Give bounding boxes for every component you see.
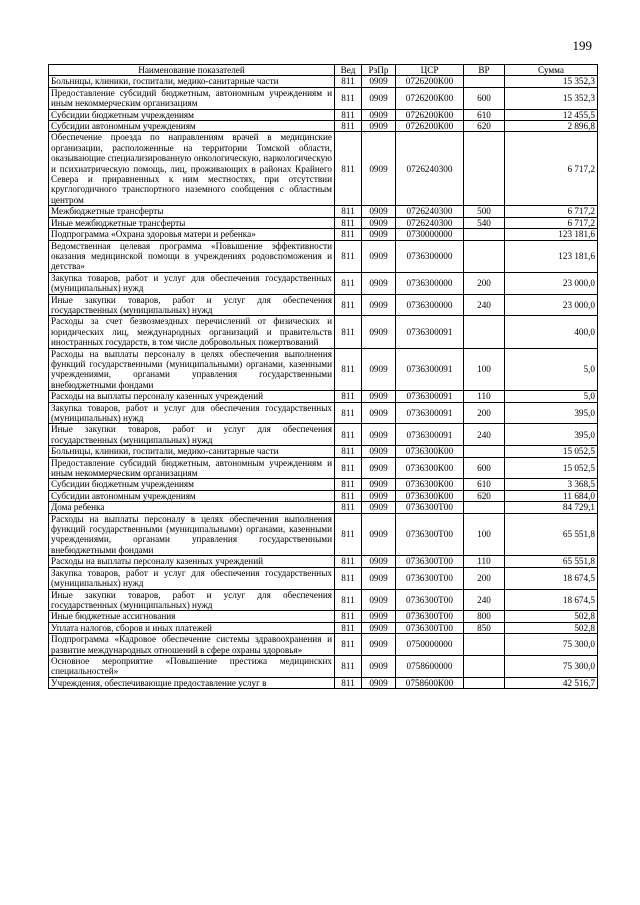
row-name: Больницы, клиники, госпитали, медико-санитарные части xyxy=(49,446,335,457)
row-sum: 12 455,5 xyxy=(505,109,598,120)
table-row xyxy=(49,490,598,501)
row-vr: 540 xyxy=(464,217,505,228)
row-rzpr: 0909 xyxy=(362,240,396,272)
table-row xyxy=(49,502,598,513)
row-rzpr: 0909 xyxy=(362,206,396,217)
table-row xyxy=(49,348,598,391)
row-sum: 2 896,8 xyxy=(505,121,598,132)
row-ved: 811 xyxy=(335,424,362,446)
row-ved: 811 xyxy=(335,589,362,611)
row-vr: 110 xyxy=(464,556,505,567)
row-sum: 75 300,0 xyxy=(505,634,598,656)
table-row xyxy=(49,634,598,656)
row-ved: 811 xyxy=(335,634,362,656)
row-csr: 0736300000 xyxy=(396,272,464,294)
row-sum: 65 551,8 xyxy=(505,556,598,567)
row-csr: 0736300К00 xyxy=(396,479,464,490)
row-csr: 0736300091 xyxy=(396,348,464,391)
table-row xyxy=(49,567,598,589)
row-name: Ведомственная целевая программа «Повышение эффективности оказания медицинской помощи в учреждениях родовспоможения и детства» xyxy=(49,240,335,272)
row-sum: 15 052,5 xyxy=(505,446,598,457)
row-name: Подпрограмма «Кадровое обеспечение системы здравоохранения и развитие международных отношений в сфере охраны здоровья» xyxy=(49,634,335,656)
row-sum: 5,0 xyxy=(505,348,598,391)
row-name: Уплата налогов, сборов и иных платежей xyxy=(49,622,335,633)
row-sum: 502,8 xyxy=(505,611,598,622)
row-name: Иные бюджетные ассигнования xyxy=(49,611,335,622)
row-vr: 110 xyxy=(464,391,505,402)
row-vr: 100 xyxy=(464,348,505,391)
row-name: Закупка товаров, работ и услуг для обеспечения государственных (муниципальных) нужд xyxy=(49,402,335,424)
row-sum: 84 729,1 xyxy=(505,502,598,513)
header-ved: Вед xyxy=(335,65,362,76)
row-sum: 65 551,8 xyxy=(505,513,598,556)
row-ved: 811 xyxy=(335,490,362,501)
row-sum: 6 717,2 xyxy=(505,206,598,217)
page-number: 199 xyxy=(572,38,592,53)
row-rzpr: 0909 xyxy=(362,446,396,457)
row-csr: 0726200К00 xyxy=(396,87,464,109)
row-name: Субсидии бюджетным учреждениям xyxy=(49,109,335,120)
row-sum: 123 181,6 xyxy=(505,229,598,240)
table-row xyxy=(49,391,598,402)
row-name: Закупка товаров, работ и услуг для обеспечения государственных (муниципальных) нужд xyxy=(49,272,335,294)
row-name: Субсидии автономным учреждениям xyxy=(49,490,335,501)
row-csr: 0736300Т00 xyxy=(396,589,464,611)
header-name: Наименование показателей xyxy=(49,65,335,76)
row-rzpr: 0909 xyxy=(362,513,396,556)
table-row xyxy=(49,206,598,217)
row-ved: 811 xyxy=(335,87,362,109)
row-sum: 15 352,3 xyxy=(505,76,598,87)
row-rzpr: 0909 xyxy=(362,229,396,240)
row-csr: 0750000000 xyxy=(396,634,464,656)
row-ved: 811 xyxy=(335,655,362,677)
row-csr: 0726200К00 xyxy=(396,109,464,120)
row-rzpr: 0909 xyxy=(362,424,396,446)
row-rzpr: 0909 xyxy=(362,622,396,633)
table-row xyxy=(49,76,598,87)
row-vr: 240 xyxy=(464,294,505,316)
row-sum: 6 717,2 xyxy=(505,217,598,228)
row-vr: 620 xyxy=(464,490,505,501)
row-ved: 811 xyxy=(335,446,362,457)
row-ved: 811 xyxy=(335,217,362,228)
row-name: Подпрограмма «Охрана здоровья матери и ребенка» xyxy=(49,229,335,240)
row-sum: 42 516,7 xyxy=(505,677,598,688)
table-row xyxy=(49,402,598,424)
header-rzpr: РзПр xyxy=(362,65,396,76)
row-vr xyxy=(464,132,505,206)
header-vr: ВР xyxy=(464,65,505,76)
row-name: Расходы на выплаты персоналу казенных учреждений xyxy=(49,391,335,402)
row-csr: 0726240300 xyxy=(396,206,464,217)
row-ved: 811 xyxy=(335,677,362,688)
row-vr: 200 xyxy=(464,567,505,589)
row-rzpr: 0909 xyxy=(362,502,396,513)
row-name: Межбюджетные трансферты xyxy=(49,206,335,217)
row-vr: 200 xyxy=(464,272,505,294)
row-rzpr: 0909 xyxy=(362,87,396,109)
row-ved: 811 xyxy=(335,229,362,240)
row-vr xyxy=(464,446,505,457)
row-rzpr: 0909 xyxy=(362,567,396,589)
row-rzpr: 0909 xyxy=(362,121,396,132)
row-rzpr: 0909 xyxy=(362,611,396,622)
row-sum: 5,0 xyxy=(505,391,598,402)
row-csr: 0736300000 xyxy=(396,240,464,272)
row-name: Расходы на выплаты персоналу казенных учреждений xyxy=(49,556,335,567)
row-csr: 0736300Т00 xyxy=(396,513,464,556)
row-sum: 11 684,0 xyxy=(505,490,598,501)
row-vr: 200 xyxy=(464,402,505,424)
row-rzpr: 0909 xyxy=(362,655,396,677)
row-csr: 0736300091 xyxy=(396,424,464,446)
row-name: Иные межбюджетные трансферты xyxy=(49,217,335,228)
row-csr: 0726240300 xyxy=(396,217,464,228)
row-csr: 0758600000 xyxy=(396,655,464,677)
table-row xyxy=(49,556,598,567)
row-vr: 500 xyxy=(464,206,505,217)
row-rzpr: 0909 xyxy=(362,132,396,206)
row-name: Расходы за счет безвозмездных перечислений от физических и юридических лиц, международных организаций и правительств иностранных государств, в том числе добровольных пожертвований xyxy=(49,316,335,348)
row-ved: 811 xyxy=(335,206,362,217)
row-ved: 811 xyxy=(335,240,362,272)
row-rzpr: 0909 xyxy=(362,589,396,611)
row-csr: 0730000000 xyxy=(396,229,464,240)
row-ved: 811 xyxy=(335,402,362,424)
row-name: Иные закупки товаров, работ и услуг для обеспечения государственных (муниципальных) нужд xyxy=(49,424,335,446)
row-sum: 18 674,5 xyxy=(505,589,598,611)
row-vr: 620 xyxy=(464,121,505,132)
row-name: Субсидии автономным учреждениям xyxy=(49,121,335,132)
table-row xyxy=(49,424,598,446)
row-csr: 0736300091 xyxy=(396,316,464,348)
row-csr: 0736300Т00 xyxy=(396,567,464,589)
row-rzpr: 0909 xyxy=(362,677,396,688)
row-ved: 811 xyxy=(335,294,362,316)
table-row xyxy=(49,272,598,294)
row-ved: 811 xyxy=(335,348,362,391)
row-ved: 811 xyxy=(335,109,362,120)
row-csr: 0736300Т00 xyxy=(396,622,464,633)
row-csr: 0736300К00 xyxy=(396,490,464,501)
row-sum: 75 300,0 xyxy=(505,655,598,677)
row-rzpr: 0909 xyxy=(362,479,396,490)
row-ved: 811 xyxy=(335,567,362,589)
table-row xyxy=(49,479,598,490)
row-csr: 0736300091 xyxy=(396,391,464,402)
row-ved: 811 xyxy=(335,272,362,294)
table-row xyxy=(49,316,598,348)
table-row xyxy=(49,611,598,622)
row-csr: 0758600К00 xyxy=(396,677,464,688)
table-row xyxy=(49,121,598,132)
row-name: Иные закупки товаров, работ и услуг для обеспечения государственных (муниципальных) нужд xyxy=(49,294,335,316)
row-name: Иные закупки товаров, работ и услуг для обеспечения государственных (муниципальных) нужд xyxy=(49,589,335,611)
table-row xyxy=(49,294,598,316)
row-name: Предоставление субсидий бюджетным, автономным учреждениям и иным некоммерческим организациям xyxy=(49,457,335,479)
row-csr: 0736300Т00 xyxy=(396,556,464,567)
row-rzpr: 0909 xyxy=(362,76,396,87)
table-row xyxy=(49,229,598,240)
row-vr xyxy=(464,229,505,240)
row-sum: 15 052,5 xyxy=(505,457,598,479)
row-ved: 811 xyxy=(335,457,362,479)
row-sum: 23 000,0 xyxy=(505,294,598,316)
row-sum: 395,0 xyxy=(505,424,598,446)
row-vr xyxy=(464,76,505,87)
row-rzpr: 0909 xyxy=(362,391,396,402)
row-csr: 0736300К00 xyxy=(396,446,464,457)
row-vr: 600 xyxy=(464,87,505,109)
table-row xyxy=(49,446,598,457)
row-vr: 610 xyxy=(464,109,505,120)
row-sum: 123 181,6 xyxy=(505,240,598,272)
row-vr: 610 xyxy=(464,479,505,490)
header-csr: ЦСР xyxy=(396,65,464,76)
table-row xyxy=(49,655,598,677)
row-name: Учреждения, обеспечивающие предоставление услуг в xyxy=(49,677,335,688)
row-ved: 811 xyxy=(335,316,362,348)
row-rzpr: 0909 xyxy=(362,402,396,424)
row-csr: 0736300Т00 xyxy=(396,611,464,622)
row-ved: 811 xyxy=(335,556,362,567)
table-row xyxy=(49,457,598,479)
row-vr xyxy=(464,634,505,656)
row-sum: 400,0 xyxy=(505,316,598,348)
table-row xyxy=(49,132,598,206)
row-ved: 811 xyxy=(335,622,362,633)
row-csr: 0736300Т00 xyxy=(396,502,464,513)
row-csr: 0736300К00 xyxy=(396,457,464,479)
row-sum: 395,0 xyxy=(505,402,598,424)
row-vr: 850 xyxy=(464,622,505,633)
row-sum: 18 674,5 xyxy=(505,567,598,589)
row-vr: 600 xyxy=(464,457,505,479)
row-ved: 811 xyxy=(335,513,362,556)
row-ved: 811 xyxy=(335,391,362,402)
row-ved: 811 xyxy=(335,121,362,132)
row-name: Закупка товаров, работ и услуг для обеспечения государственных (муниципальных) нужд xyxy=(49,567,335,589)
table-row xyxy=(49,589,598,611)
row-name: Дома ребенка xyxy=(49,502,335,513)
row-rzpr: 0909 xyxy=(362,316,396,348)
row-ved: 811 xyxy=(335,502,362,513)
row-vr xyxy=(464,240,505,272)
row-rzpr: 0909 xyxy=(362,457,396,479)
table-header-row xyxy=(49,65,598,76)
row-sum: 502,8 xyxy=(505,622,598,633)
table-row xyxy=(49,217,598,228)
row-ved: 811 xyxy=(335,132,362,206)
row-vr xyxy=(464,502,505,513)
row-vr xyxy=(464,316,505,348)
row-rzpr: 0909 xyxy=(362,217,396,228)
row-rzpr: 0909 xyxy=(362,272,396,294)
row-name: Основное мероприятие «Повышение престижа медицинских специальностей» xyxy=(49,655,335,677)
row-name: Предоставление субсидий бюджетным, автономным учреждениям и иным некоммерческим организациям xyxy=(49,87,335,109)
budget-table xyxy=(48,64,598,689)
table-row xyxy=(49,109,598,120)
row-vr: 100 xyxy=(464,513,505,556)
row-name: Больницы, клиники, госпитали, медико-санитарные части xyxy=(49,76,335,87)
row-name: Расходы на выплаты персоналу в целях обеспечения выполнения функций государственными (муниципальными) органами, казенными учреждениями, органами управления государственными внебюджетными фондами xyxy=(49,513,335,556)
row-csr: 0726200К00 xyxy=(396,121,464,132)
table-row xyxy=(49,87,598,109)
row-sum: 23 000,0 xyxy=(505,272,598,294)
row-vr: 240 xyxy=(464,589,505,611)
row-ved: 811 xyxy=(335,479,362,490)
row-name: Субсидии бюджетным учреждениям xyxy=(49,479,335,490)
table-row xyxy=(49,622,598,633)
row-rzpr: 0909 xyxy=(362,294,396,316)
row-vr: 800 xyxy=(464,611,505,622)
table-row xyxy=(49,677,598,688)
row-csr: 0736300000 xyxy=(396,294,464,316)
row-sum: 6 717,2 xyxy=(505,132,598,206)
row-rzpr: 0909 xyxy=(362,490,396,501)
table-row xyxy=(49,513,598,556)
row-vr: 240 xyxy=(464,424,505,446)
row-rzpr: 0909 xyxy=(362,556,396,567)
row-ved: 811 xyxy=(335,76,362,87)
row-ved: 811 xyxy=(335,611,362,622)
row-csr: 0726200К00 xyxy=(396,76,464,87)
row-vr xyxy=(464,677,505,688)
row-sum: 3 368,5 xyxy=(505,479,598,490)
row-rzpr: 0909 xyxy=(362,109,396,120)
row-name: Обеспечение проезда по направлениям врачей в медицинские организации, расположенные на территории Томской области, оказывающие специализированную онкологическую, наркологическую и психиатрическую помощь, лиц, проживающих в районах Крайнего Севера и приравненных к ним местностях, при отсутствии круглогодичного транспортного наземного сообщения с областным центром xyxy=(49,132,335,206)
row-csr: 0726240300 xyxy=(396,132,464,206)
row-vr xyxy=(464,655,505,677)
row-sum: 15 352,3 xyxy=(505,87,598,109)
header-sum: Сумма xyxy=(505,65,598,76)
row-rzpr: 0909 xyxy=(362,634,396,656)
row-rzpr: 0909 xyxy=(362,348,396,391)
row-name: Расходы на выплаты персоналу в целях обеспечения выполнения функций государственными (муниципальными) органами, казенными учреждениями, органами управления государственными внебюджетными фондами xyxy=(49,348,335,391)
table-row xyxy=(49,240,598,272)
row-csr: 0736300091 xyxy=(396,402,464,424)
